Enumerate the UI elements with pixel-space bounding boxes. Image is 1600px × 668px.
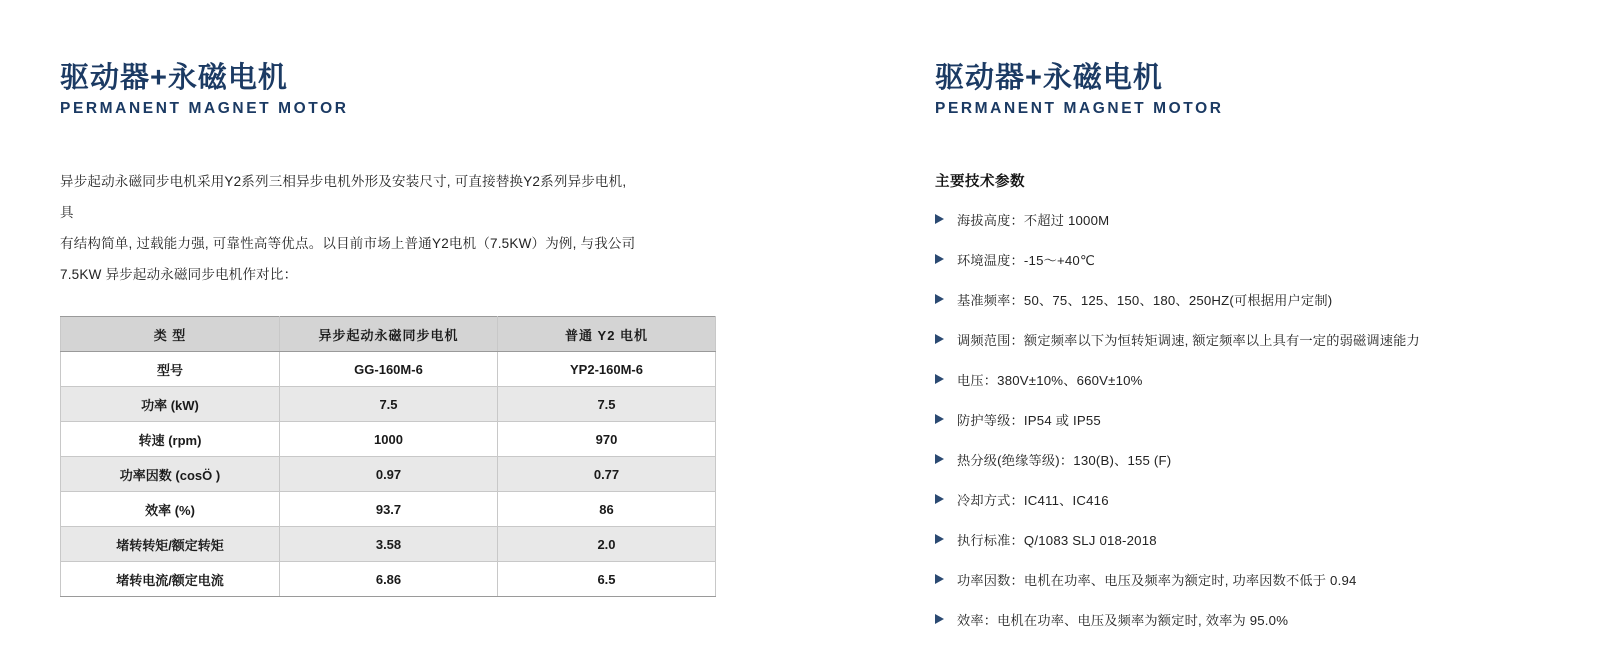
table-header-cell: 异步起动永磁同步电机 [280,317,498,352]
list-item-label: 环境温度：-15～+40℃ [957,253,1095,269]
table-cell: 7.5 [498,387,716,422]
table-cell: YP2-160M-6 [498,352,716,387]
triangle-bullet-icon [935,614,944,624]
list-item-label: 调频范围：额定频率以下为恒转矩调速, 额定频率以上具有一定的弱磁调速能力 [957,333,1420,349]
triangle-bullet-icon [935,574,944,584]
list-item-label: 功率因数：电机在功率、电压及频率为额定时, 功率因数不低于 0.94 [957,573,1357,589]
table-cell: 970 [498,422,716,457]
table-cell: 转速 (rpm) [61,422,280,457]
list-item-label: 基准频率：50、75、125、150、180、250HZ(可根据用户定制) [957,293,1333,309]
triangle-bullet-icon [935,454,944,464]
left-panel [60,60,700,597]
table-cell: 堵转电流/额定电流 [61,562,280,597]
table-cell: 7.5 [280,387,498,422]
intro-line-2: 有结构简单, 过载能力强, 可靠性高等优点。以目前市场上普通Y2电机（7.5KW）为例, 与我公司 [60,236,636,252]
triangle-bullet-icon [935,494,944,504]
spec-section-heading: 主要技术参数 [935,174,1025,191]
table-cell: GG-160M-6 [280,352,498,387]
table-header-cell: 类 型 [61,317,280,352]
table-cell: 6.86 [280,562,498,597]
list-item-label: 热分级(绝缘等级)：130(B)、155 (F) [957,453,1172,469]
table-cell: 1000 [280,422,498,457]
table-row [61,492,716,527]
triangle-bullet-icon [935,294,944,304]
right-title-en: PERMANENT MAGNET MOTOR [935,100,1224,118]
table-cell: 效率 (%) [61,492,280,527]
triangle-bullet-icon [935,414,944,424]
table-cell: 93.7 [280,492,498,527]
left-title-en: PERMANENT MAGNET MOTOR [60,100,349,118]
comparison-table [60,316,716,597]
list-item [935,371,1555,391]
table-row [61,562,716,597]
list-item [935,291,1555,311]
left-title-cn: 驱动器+永磁电机 [60,62,288,94]
spec-list [935,211,1555,631]
table-header-cell: 普通 Y2 电机 [498,317,716,352]
list-item-label: 冷却方式：IC411、IC416 [957,493,1109,509]
list-item [935,411,1555,431]
table-cell: 0.97 [280,457,498,492]
table-cell: 功率 (kW) [61,387,280,422]
comparison-table-body [61,317,716,597]
right-title-cn: 驱动器+永磁电机 [935,62,1163,94]
table-cell: 堵转转矩/额定转矩 [61,527,280,562]
table-cell: 3.58 [280,527,498,562]
table-cell: 86 [498,492,716,527]
triangle-bullet-icon [935,254,944,264]
table-row [61,527,716,562]
table-header-row [61,317,716,352]
intro-line-1: 异步起动永磁同步电机采用Y2系列三相异步电机外形及安装尺寸, 可直接替换Y2系列异步电机, 具 [60,174,627,221]
list-item [935,571,1555,591]
triangle-bullet-icon [935,374,944,384]
list-item-label: 效率：电机在功率、电压及频率为额定时, 效率为 95.0% [957,613,1289,629]
table-cell: 型号 [61,352,280,387]
table-cell: 6.5 [498,562,716,597]
triangle-bullet-icon [935,334,944,344]
table-row [61,352,716,387]
list-item [935,491,1555,511]
table-row [61,387,716,422]
table-cell: 2.0 [498,527,716,562]
table-row [61,422,716,457]
list-item [935,251,1555,271]
list-item [935,331,1555,351]
list-item-label: 海拔高度：不超过 1000M [957,213,1110,229]
right-panel [935,60,1555,651]
table-row [61,457,716,492]
intro-paragraph [60,166,640,290]
list-item [935,211,1555,231]
list-item-label: 电压：380V±10%、660V±10% [957,373,1143,389]
intro-line-3: 7.5KW 异步起动永磁同步电机作对比： [60,267,298,283]
table-cell: 0.77 [498,457,716,492]
list-item-label: 防护等级：IP54 或 IP55 [957,413,1101,429]
list-item [935,451,1555,471]
list-item [935,611,1555,631]
list-item-label: 执行标准：Q/1083 SLJ 018-2018 [957,533,1157,549]
triangle-bullet-icon [935,534,944,544]
list-item [935,531,1555,551]
triangle-bullet-icon [935,214,944,224]
table-cell: 功率因数 (cosÖ ) [61,457,280,492]
